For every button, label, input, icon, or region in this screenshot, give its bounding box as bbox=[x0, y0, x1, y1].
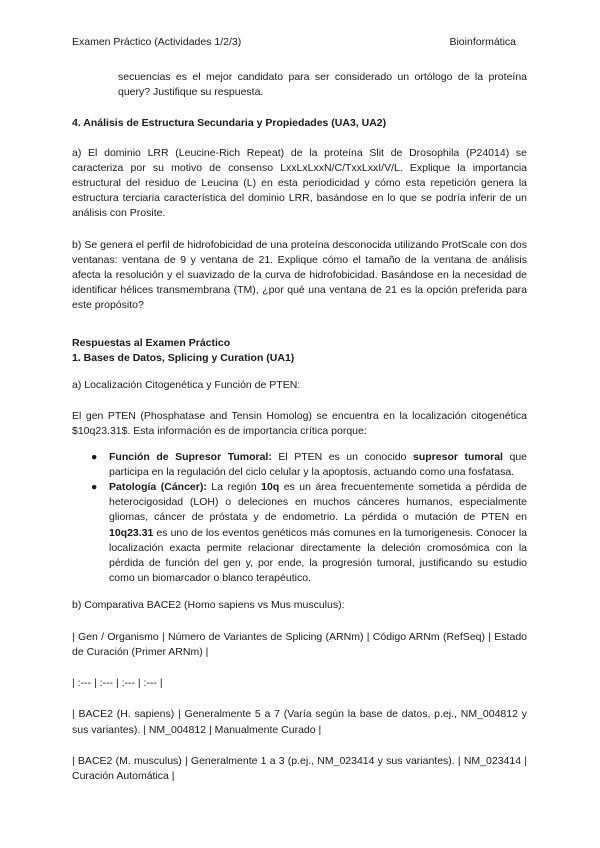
answer-b-label: b) Comparativa BACE2 (Homo sapiens vs Mus musculus): bbox=[72, 599, 345, 612]
answer-a-bullets bbox=[72, 450, 527, 587]
bullet-lead: Patología (Cáncer): bbox=[109, 481, 207, 494]
table-header-row: | Gen / Organismo | Número de Variantes de Splicing (ARNm) | Código ARNm (RefSeq) | Estado de Curación (Primer ARNm) | bbox=[72, 630, 527, 658]
header-right: Bioinformática bbox=[449, 36, 516, 48]
section4-question-b: b) Se genera el perfil de hidrofobicidad de una proteína desconocida utilizando ProtScale con dos ventanas: ventana de 9 y ventana de 21. Explique cómo el tamaño de la ventana de análisis afecta la resolución y el suavizado de la curva de hidrofobicidad. Basándose en la necesidad de identificar hélices transmembrana (TM), ¿por qué una ventana de 21 es la opción preferida para este propósito? bbox=[72, 238, 527, 312]
answers-title: Respuestas al Examen Práctico bbox=[72, 336, 231, 349]
document-body bbox=[72, 70, 527, 784]
bullet-icon: ● bbox=[91, 450, 98, 463]
bullet-text: La región bbox=[206, 481, 262, 494]
bullet-icon: ● bbox=[91, 481, 98, 494]
bullet-lead: Función de Supresor Tumoral: bbox=[109, 450, 272, 463]
list-item bbox=[89, 480, 527, 586]
bullet-bold: 10q23.31 bbox=[109, 526, 154, 539]
table-row: | BACE2 (H. sapiens) | Generalmente 5 a 7 (Varía según la base de datos, p.ej., NM_004812 y sus variantes). | NM_004812 | Manualmente Curado | bbox=[72, 708, 527, 736]
bullet-text: es un área frecuentemente sometida a pérdida de heterocigosidad (LOH) o deleciones en muchos cánceres humanos, especialmente gliomas, cáncer de próstata y de endometrio. La pérdida o mutación de PTEN en bbox=[109, 481, 527, 524]
previous-question-continuation: secuencias es el mejor candidato para ser considerado un ortólogo de la proteína query? Justifique su respuesta. bbox=[118, 71, 527, 99]
table-row: | BACE2 (M. musculus) | Generalmente 1 a 3 (p.ej., NM_023414 y sus variantes). | NM_023414 | Curación Automática | bbox=[72, 754, 527, 782]
list-item bbox=[89, 450, 527, 480]
answers-section1-heading: 1. Bases de Datos, Splicing y Curation (UA1) bbox=[72, 351, 295, 364]
bullet-text: que participa en la regulación del ciclo celular y la apoptosis, actuando como una fosfatasa. bbox=[109, 450, 527, 478]
bullet-bold: 10q bbox=[261, 481, 280, 494]
bullet-text: es uno de los eventos genéticos más comunes en la tumorigenesis. Conocer la localización exacta permite relacionar directamente la deleción cromosómica con la pérdida de función del gen y, por ende, la progresión tumoral, justificando su estudio como un biomarcador o blanco terapéutico. bbox=[109, 526, 527, 585]
section4-heading: 4. Análisis de Estructura Secundaria y Propiedades (UA3, UA2) bbox=[72, 117, 387, 130]
header-left: Examen Práctico (Actividades 1/2/3) bbox=[72, 36, 242, 48]
bullet-text: El PTEN es un conocido bbox=[271, 450, 414, 463]
table-separator-row: | :--- | :--- | :--- | :--- | bbox=[72, 677, 163, 690]
answer-a-intro: El gen PTEN (Phosphatase and Tensin Homolog) se encuentra en la localización citogenética $10q23.31$. Esta información es de importancia crítica porque: bbox=[72, 410, 527, 438]
answer-a-label: a) Localización Citogenética y Función de PTEN: bbox=[72, 379, 301, 392]
section4-question-a: a) El dominio LRR (Leucine-Rich Repeat) de la proteína Slit de Drosophila (P24014) se caracteriza por su motivo de consenso LxxLxLxxN/C/TxxLxxI/V/L. Explique la importancia estructural del residuo de Leucina (L) en esta periodicidad y cómo esta repetición genera la estructura terciaria característica del dominio LRR, basándose en lo que se podría inferir de un análisis con Prosite. bbox=[72, 146, 527, 220]
bullet-bold: supresor tumoral bbox=[413, 450, 503, 463]
